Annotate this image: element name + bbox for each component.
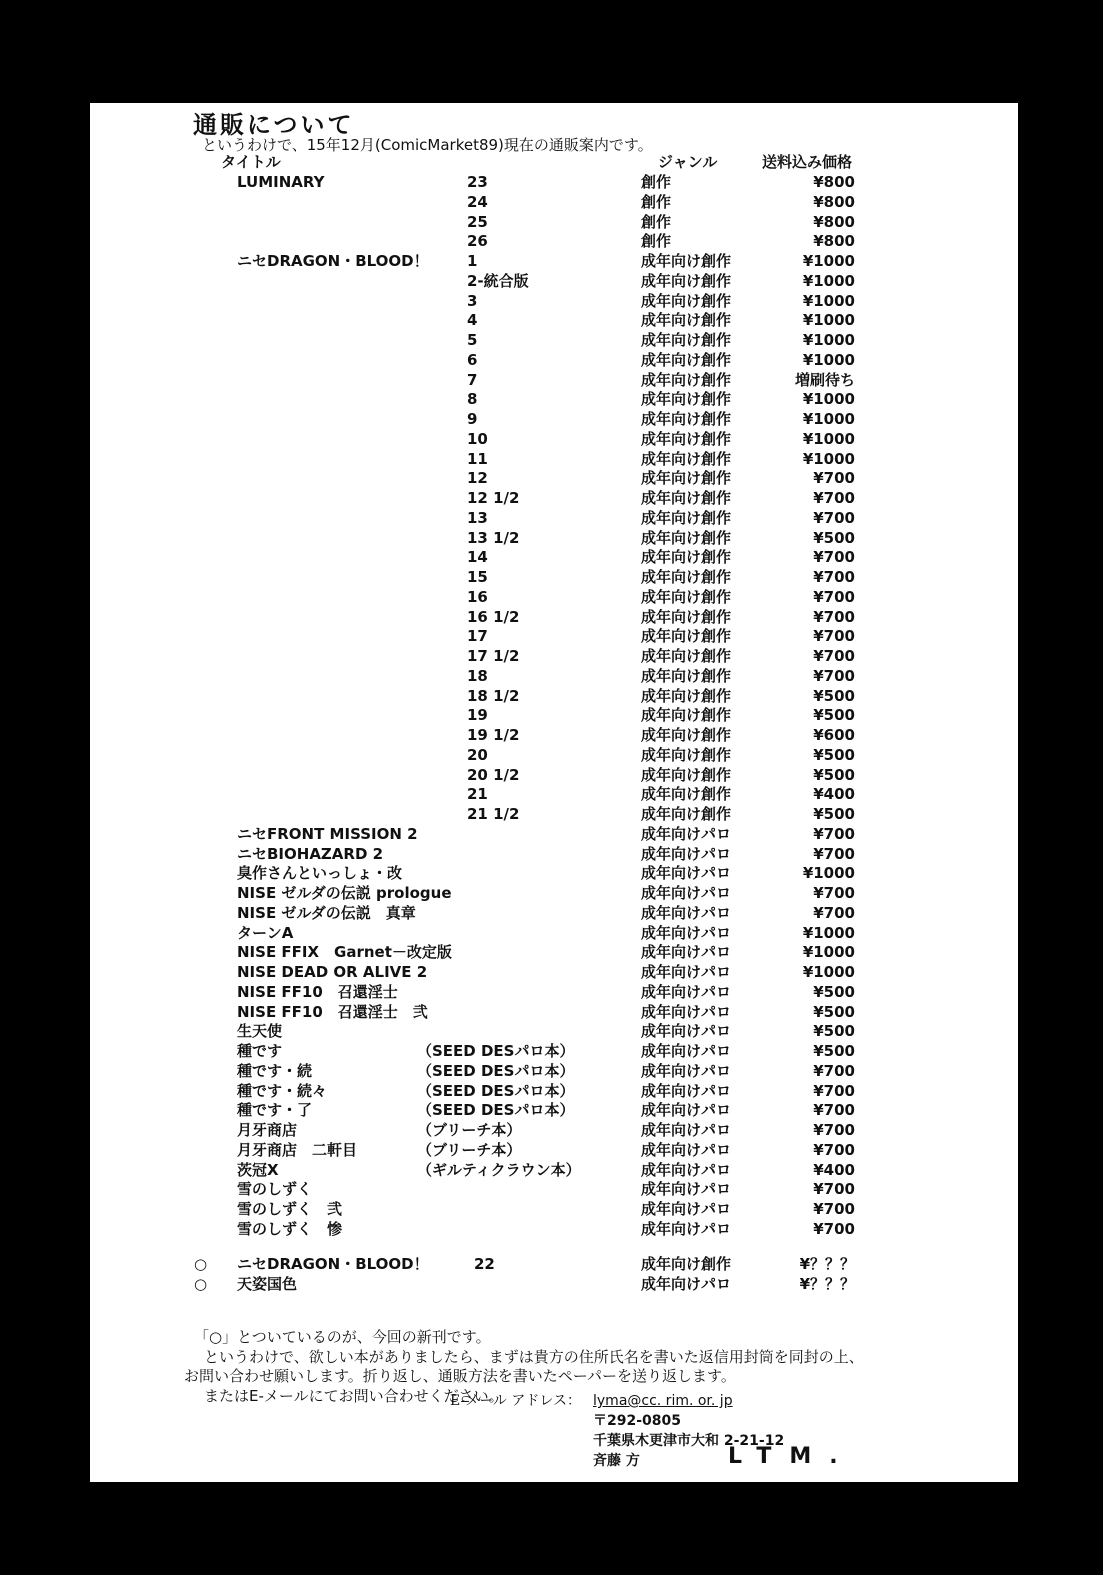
item-genre: 成年向け創作 (641, 390, 732, 409)
item-volume: 12 1/2 (467, 489, 520, 507)
item-genre: 成年向けパロ (641, 903, 732, 922)
catalog-row (90, 1121, 1018, 1141)
item-volume: 1 (467, 252, 478, 270)
item-title: ニセBIOHAZARD 2 (237, 844, 384, 863)
item-title: 種です・続々 (237, 1081, 328, 1100)
item-price: ¥700 (813, 824, 855, 843)
intro-text: というわけで、15年12月(ComicMarket89)現在の通販案内です。 (202, 136, 653, 154)
catalog-row (90, 509, 1018, 529)
catalog-row (90, 232, 1018, 252)
item-genre: 成年向けパロ (641, 1160, 732, 1179)
item-price: ¥700 (813, 1200, 855, 1218)
catalog-row (90, 292, 1018, 312)
page-title: 通販について (193, 111, 355, 139)
catalog-row (90, 1022, 1018, 1042)
catalog-row (90, 687, 1018, 707)
item-price: ¥500 (813, 528, 855, 547)
item-title: ニセFRONT MISSION 2 (237, 824, 418, 843)
catalog-row (90, 845, 1018, 865)
item-price: ¥800 (813, 232, 855, 251)
item-genre: 成年向けパロ (641, 1101, 732, 1120)
catalog-list (90, 173, 1018, 1240)
catalog-row (90, 667, 1018, 687)
item-price: ¥700 (813, 1121, 855, 1139)
postal-code: 〒292-0805 (593, 1413, 681, 1429)
item-volume: 16 1/2 (467, 607, 520, 626)
item-price: ¥700 (813, 666, 855, 685)
item-title: 生天使 (237, 1022, 283, 1041)
item-price: ¥800 (813, 173, 855, 191)
item-genre: 成年向け創作 (641, 508, 732, 527)
item-genre: 成年向けパロ (641, 884, 732, 902)
column-header-genre: ジャンル (658, 153, 718, 171)
catalog-row (90, 924, 1018, 944)
item-title: 雪のしずく 弐 (237, 1200, 343, 1218)
item-genre: 成年向け創作 (641, 449, 732, 468)
item-price: ¥700 (813, 1180, 855, 1199)
item-volume: 10 (467, 429, 488, 448)
catalog-row (90, 351, 1018, 371)
item-price: ¥1000 (802, 271, 855, 290)
item-price: ¥1000 (802, 350, 855, 369)
item-genre: 創作 (641, 212, 672, 231)
catalog-row (90, 173, 1018, 193)
catalog-row (90, 943, 1018, 963)
item-note: （SEED DESパロ本） (417, 1042, 575, 1060)
item-genre: 創作 (641, 192, 672, 211)
order-info-sheet (90, 103, 1018, 1482)
catalog-row (90, 627, 1018, 647)
item-genre: 成年向け創作 (641, 686, 732, 705)
item-title: LUMINARY (237, 173, 325, 191)
item-price: ¥500 (813, 745, 855, 764)
item-volume: 3 (467, 291, 478, 310)
catalog-row (90, 706, 1018, 726)
item-price: ¥1000 (802, 410, 855, 428)
item-genre: 成年向け創作 (641, 607, 732, 626)
item-price: ¥500 (813, 1042, 855, 1060)
catalog-row (90, 450, 1018, 470)
item-volume: 18 1/2 (467, 686, 520, 705)
item-volume: 25 (467, 212, 488, 231)
item-volume: 23 (467, 173, 488, 191)
item-note: （SEED DESパロ本） (417, 1061, 575, 1080)
item-title: ニセDRAGON・BLOOD！ (237, 1255, 429, 1273)
item-genre: 創作 (641, 173, 672, 191)
item-price: ¥700 (813, 1140, 855, 1159)
new-release-row (90, 1255, 1018, 1275)
new-release-row (90, 1275, 1018, 1295)
item-title: NISE ゼルダの伝説 prologue (237, 884, 452, 902)
new-release-marker-icon: ○ (194, 1255, 208, 1273)
note-email-contact: またはE-メールにてお問い合わせください。 (204, 1386, 504, 1405)
catalog-row (90, 272, 1018, 292)
item-price: ¥？？？ (799, 1274, 855, 1293)
item-genre: 成年向け創作 (641, 489, 732, 507)
recipient-name: 斉藤 方 (593, 1453, 640, 1469)
item-genre: 成年向けパロ (641, 824, 732, 843)
item-volume: 15 (467, 568, 488, 586)
catalog-row (90, 390, 1018, 410)
catalog-row (90, 825, 1018, 845)
item-price: ¥500 (813, 982, 855, 1001)
item-genre: 成年向けパロ (641, 1121, 732, 1139)
catalog-row (90, 213, 1018, 233)
item-price: ¥700 (813, 1081, 855, 1100)
item-volume: 9 (467, 410, 478, 428)
item-volume: 13 1/2 (467, 528, 520, 547)
item-price: ¥800 (813, 192, 855, 211)
item-genre: 成年向けパロ (641, 1081, 732, 1100)
item-volume: 21 (467, 785, 488, 804)
catalog-row (90, 548, 1018, 568)
catalog-row (90, 311, 1018, 331)
item-genre: 成年向け創作 (641, 568, 732, 586)
item-price: ¥？？？ (799, 1255, 855, 1273)
item-price: ¥1000 (802, 252, 855, 270)
item-volume: 26 (467, 232, 488, 251)
item-volume: 14 (467, 548, 488, 567)
item-price: ¥800 (813, 212, 855, 231)
item-genre: 成年向け創作 (641, 291, 732, 310)
item-price: ¥700 (813, 884, 855, 902)
item-note: （SEED DESパロ本） (417, 1101, 575, 1120)
catalog-row (90, 963, 1018, 983)
catalog-row (90, 1200, 1018, 1220)
item-title: NISE ゼルダの伝説 真章 (237, 903, 416, 922)
item-genre: 成年向け創作 (641, 706, 732, 725)
catalog-row (90, 588, 1018, 608)
catalog-row (90, 884, 1018, 904)
email-link[interactable]: lyma@cc. rim. or. jp (593, 1393, 733, 1409)
catalog-row (90, 805, 1018, 825)
item-volume: 13 (467, 508, 488, 527)
item-price: ¥700 (813, 548, 855, 567)
item-price: ¥500 (813, 1022, 855, 1041)
item-genre: 成年向けパロ (641, 1002, 732, 1021)
item-price: ¥700 (813, 568, 855, 586)
catalog-row (90, 1220, 1018, 1240)
item-genre: 創作 (641, 232, 672, 251)
item-price: ¥1000 (802, 943, 855, 962)
item-genre: 成年向けパロ (641, 1022, 732, 1041)
item-price: ¥500 (813, 686, 855, 705)
catalog-row (90, 1003, 1018, 1023)
item-price: ¥700 (813, 1101, 855, 1120)
new-release-list (90, 1255, 1018, 1295)
note-order-instructions-cont: お問い合わせ願いします。折り返し、通販方法を書いたペーパーを送り返します。 (184, 1367, 736, 1385)
item-genre: 成年向けパロ (641, 943, 732, 962)
item-volume: 19 1/2 (467, 726, 520, 744)
item-price: ¥700 (813, 607, 855, 626)
item-genre: 成年向けパロ (641, 844, 732, 863)
item-genre: 成年向けパロ (641, 1219, 732, 1238)
catalog-row (90, 469, 1018, 489)
catalog-row (90, 1042, 1018, 1062)
item-price: ¥700 (813, 627, 855, 646)
item-title: NISE FF10 召還淫士 (237, 982, 398, 1001)
catalog-row (90, 529, 1018, 549)
item-price: ¥400 (813, 785, 855, 804)
item-volume: 18 (467, 666, 488, 685)
item-volume: 17 (467, 627, 488, 646)
item-price: ¥1000 (802, 449, 855, 468)
item-title: 種です (237, 1042, 283, 1060)
item-price: ¥1000 (802, 331, 855, 349)
item-price: ¥1000 (802, 291, 855, 310)
item-volume: 17 1/2 (467, 647, 520, 665)
item-genre: 成年向けパロ (641, 864, 732, 883)
item-title: 雪のしずく 惨 (237, 1219, 343, 1238)
item-price: ¥500 (813, 1002, 855, 1021)
catalog-row (90, 430, 1018, 450)
item-genre: 成年向け創作 (641, 252, 732, 270)
catalog-row (90, 726, 1018, 746)
item-genre: 成年向けパロ (641, 1200, 732, 1218)
item-volume: 4 (467, 311, 478, 330)
item-title: 月牙商店 二軒目 (237, 1140, 358, 1159)
column-header-price: 送料込み価格 (762, 153, 853, 171)
item-volume: 8 (467, 390, 478, 409)
item-genre: 成年向けパロ (641, 1140, 732, 1159)
catalog-row (90, 489, 1018, 509)
catalog-row (90, 193, 1018, 213)
item-title: 雪のしずく (237, 1180, 313, 1199)
catalog-row (90, 568, 1018, 588)
item-genre: 成年向け創作 (641, 548, 732, 567)
item-price: ¥1000 (802, 311, 855, 330)
item-volume: 16 (467, 587, 488, 606)
item-price: ¥600 (813, 726, 855, 744)
new-release-marker-icon: ○ (194, 1274, 208, 1293)
item-price: ¥1000 (802, 864, 855, 883)
item-volume: 20 1/2 (467, 765, 520, 784)
item-price: ¥700 (813, 1061, 855, 1080)
item-genre: 成年向け創作 (641, 528, 732, 547)
item-price: ¥1000 (802, 923, 855, 942)
item-genre: 成年向け創作 (641, 311, 732, 330)
catalog-row (90, 766, 1018, 786)
item-genre: 成年向け創作 (641, 429, 732, 448)
mailing-address: 千葉県木更津市大和 2-21-12 (593, 1433, 785, 1449)
item-price: ¥700 (813, 647, 855, 665)
item-price: ¥500 (813, 706, 855, 725)
item-price: ¥700 (813, 903, 855, 922)
item-price: ¥700 (813, 508, 855, 527)
item-title: NISE DEAD OR ALIVE 2 (237, 963, 428, 981)
catalog-row (90, 904, 1018, 924)
circle-logo: LTM. (728, 1444, 856, 1469)
item-genre: 成年向け創作 (641, 1255, 732, 1273)
item-volume: 21 1/2 (467, 805, 520, 823)
note-new-release-legend: 「○」とついているのが、今回の新刊です。 (194, 1328, 491, 1346)
item-price: ¥1000 (802, 429, 855, 448)
item-volume: 19 (467, 706, 488, 725)
catalog-row (90, 252, 1018, 272)
item-genre: 成年向けパロ (641, 1042, 732, 1060)
catalog-row (90, 983, 1018, 1003)
note-order-instructions: というわけで、欲しい本がありましたら、まずは貴方の住所氏名を書いた返信用封筒を同封の上、 (204, 1347, 864, 1366)
item-genre: 成年向け創作 (641, 745, 732, 764)
item-title: 種です・了 (237, 1101, 313, 1120)
item-genre: 成年向けパロ (641, 1274, 732, 1293)
item-genre: 成年向け創作 (641, 647, 732, 665)
item-genre: 成年向け創作 (641, 331, 732, 349)
item-volume: 12 (467, 469, 488, 488)
item-price: ¥1000 (802, 963, 855, 981)
catalog-row (90, 331, 1018, 351)
item-price: ¥700 (813, 489, 855, 507)
item-title: ターンA (237, 923, 294, 942)
item-price: ¥700 (813, 469, 855, 488)
item-title: 臭作さんといっしょ・改 (237, 864, 403, 883)
item-volume: 20 (467, 745, 488, 764)
catalog-row (90, 1141, 1018, 1161)
item-genre: 成年向け創作 (641, 350, 732, 369)
item-title: 月牙商店 (237, 1121, 298, 1139)
item-note: （ギルティクラウン本） (417, 1160, 581, 1179)
item-volume: 6 (467, 350, 478, 369)
item-genre: 成年向け創作 (641, 785, 732, 804)
item-genre: 成年向け創作 (641, 666, 732, 685)
catalog-row (90, 647, 1018, 667)
item-price: ¥500 (813, 805, 855, 823)
catalog-row (90, 1082, 1018, 1102)
item-genre: 成年向け創作 (641, 469, 732, 488)
item-genre: 成年向け創作 (641, 410, 732, 428)
item-genre: 成年向け創作 (641, 587, 732, 606)
catalog-row (90, 1180, 1018, 1200)
catalog-row (90, 785, 1018, 805)
catalog-row (90, 746, 1018, 766)
item-genre: 成年向けパロ (641, 963, 732, 981)
catalog-row (90, 1062, 1018, 1082)
catalog-row (90, 1161, 1018, 1181)
item-price: ¥500 (813, 765, 855, 784)
item-volume: 22 (474, 1255, 495, 1273)
item-volume: 11 (467, 449, 488, 468)
item-volume: 7 (467, 370, 478, 389)
item-volume: 24 (467, 192, 488, 211)
item-genre: 成年向け創作 (641, 805, 732, 823)
item-genre: 成年向けパロ (641, 923, 732, 942)
item-genre: 成年向け創作 (641, 271, 732, 290)
item-price: ¥700 (813, 844, 855, 863)
item-genre: 成年向けパロ (641, 982, 732, 1001)
item-note: （ブリーチ本） (417, 1121, 522, 1139)
email-label: E-メール アドレス： (450, 1393, 581, 1409)
item-note: （SEED DESパロ本） (417, 1081, 575, 1100)
catalog-row (90, 1101, 1018, 1121)
item-price: ¥700 (813, 1219, 855, 1238)
item-title: ニセDRAGON・BLOOD！ (237, 252, 429, 270)
catalog-row (90, 864, 1018, 884)
item-volume: 5 (467, 331, 478, 349)
item-price: ¥700 (813, 587, 855, 606)
item-genre: 成年向けパロ (641, 1180, 732, 1199)
catalog-row (90, 608, 1018, 628)
item-genre: 成年向け創作 (641, 370, 732, 389)
item-price: ¥1000 (802, 390, 855, 409)
item-title: 天姿国色 (237, 1274, 298, 1293)
item-genre: 成年向け創作 (641, 627, 732, 646)
item-genre: 成年向け創作 (641, 765, 732, 784)
item-volume: 2-統合版 (467, 271, 529, 290)
catalog-row (90, 371, 1018, 391)
item-title: NISE FF10 召還淫士 弐 (237, 1002, 428, 1021)
column-header-title: タイトル (221, 153, 281, 171)
item-price: ¥400 (813, 1160, 855, 1179)
item-title: NISE FFIX Garnet－改定版 (237, 943, 452, 962)
item-price: 増刷待ち (794, 370, 855, 389)
item-genre: 成年向けパロ (641, 1061, 732, 1080)
catalog-row (90, 410, 1018, 430)
item-note: （ブリーチ本） (417, 1140, 522, 1159)
item-genre: 成年向け創作 (641, 726, 732, 744)
item-title: 種です・続 (237, 1061, 313, 1080)
item-title: 茨冠X (237, 1160, 279, 1179)
